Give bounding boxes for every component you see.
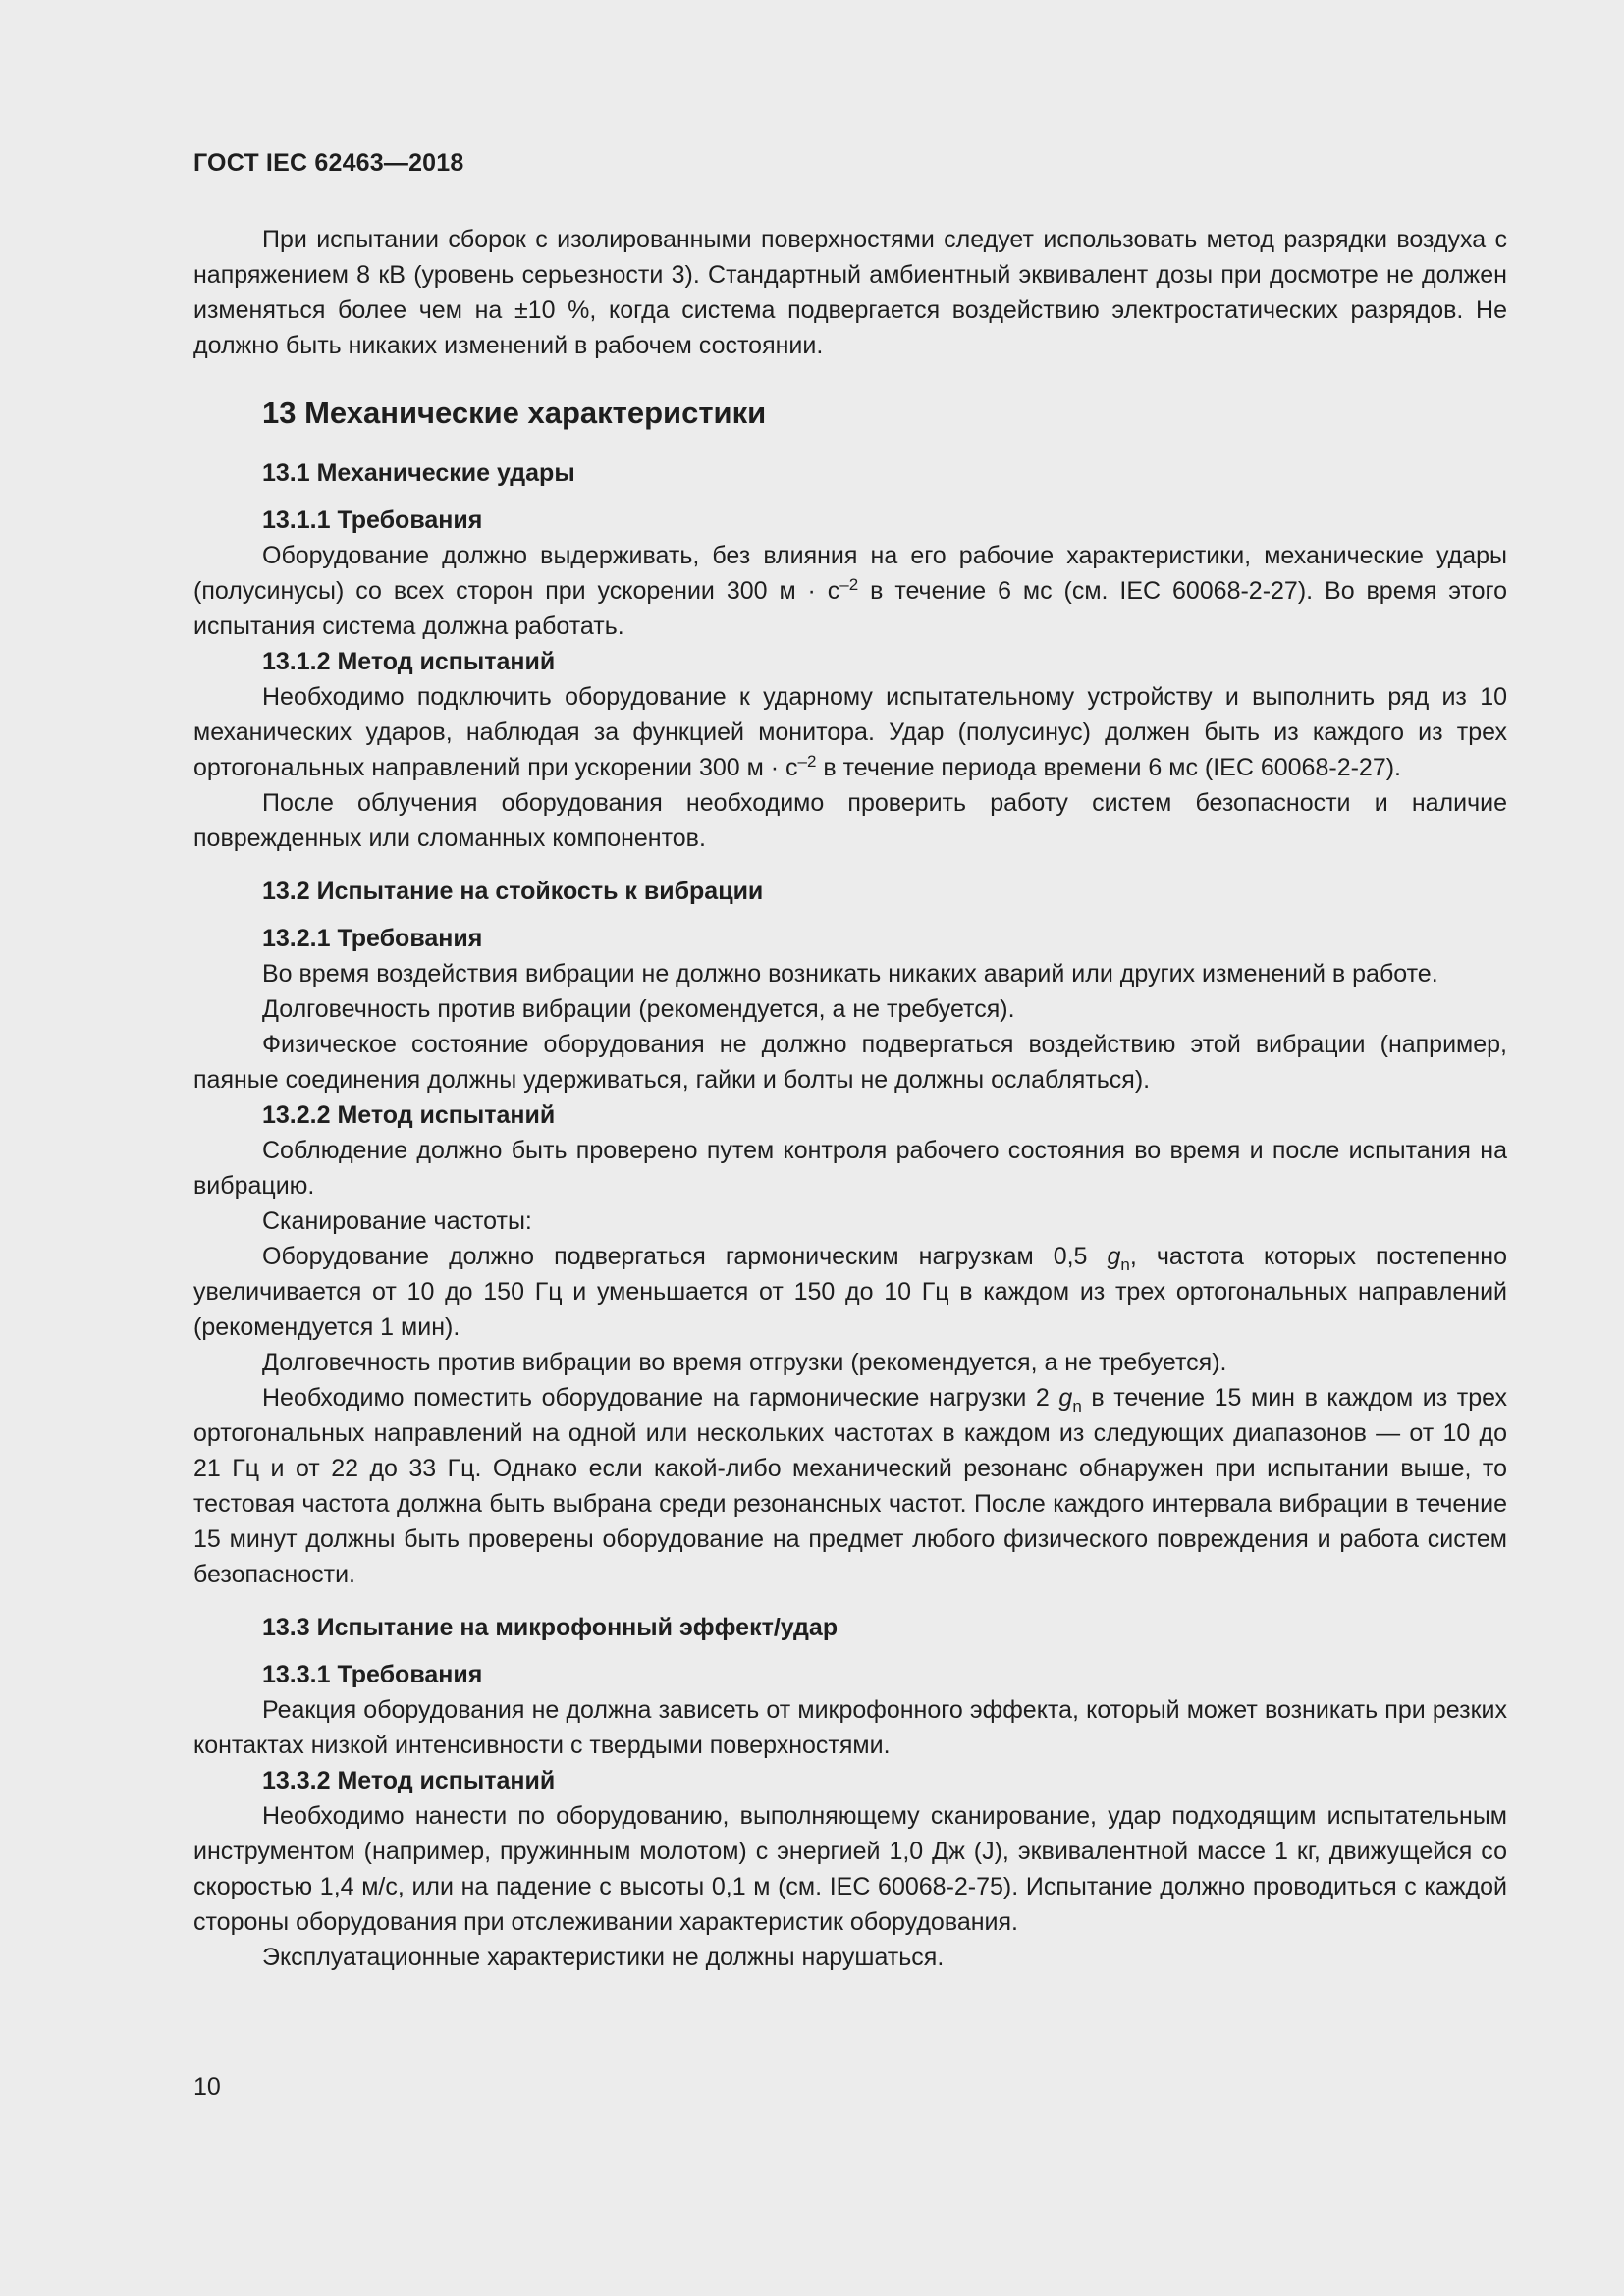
- text-span: в течение 15 мин в каждом из трех ортогональных направлений на одной или нескольких частотах в каждом из следующих диапазонов — от 10 до 21 Гц и от 22 до 33 Гц. Однако если какой-либо механический резонанс обнаружен при испытании выше, то тестовая частота должна быть выбрана среди резонансных частот. После каждого интервала вибрации в течение 15 минут должны быть проверены оборудование на предмет любого физического повреждения и работа систем безопасности.: [193, 1384, 1508, 1588]
- document-header: ГОСТ IEC 62463—2018: [193, 149, 464, 177]
- section-13-2-title: 13.2 Испытание на стойкость к вибрации: [262, 878, 764, 905]
- paragraph-13-2-2-b: Сканирование частоты:: [262, 1207, 532, 1235]
- paragraph-13-1-2-b: После облучения оборудования необходимо проверить работу систем безопасности и наличие поврежденных или сломанных компонентов.: [193, 789, 1507, 852]
- document-body: [193, 222, 1507, 1975]
- paragraph-13-2-2-c: [193, 1239, 1507, 1345]
- paragraph-13-2-2-e: [193, 1380, 1507, 1592]
- g-symbol: g: [1107, 1243, 1121, 1270]
- section-13-2-2-title: 13.2.2 Метод испытаний: [262, 1101, 556, 1129]
- paragraph-13-2-1-c: Физическое состояние оборудования не должно подвергаться воздействию этой вибрации (например, паяные соединения должны удерживаться, гайки и болты не должны ослабляться).: [193, 1031, 1507, 1094]
- text-span: Оборудование должно подвергаться гармоническим нагрузкам 0,5: [262, 1243, 1108, 1270]
- n-subscript: n: [1120, 1255, 1130, 1274]
- section-13-1-title: 13.1 Механические удары: [262, 459, 575, 487]
- exponent: –2: [797, 752, 817, 771]
- text-span: Оборудование должно выдерживать, без влияния на его рабочие характеристики, механические удары (полусинусы) со всех сторон при ускорении 300 м · с: [193, 542, 1507, 605]
- text-span: в течение периода времени 6 мс (IEC 60068-2-27).: [816, 754, 1401, 781]
- paragraph-13-2-2-a: Соблюдение должно быть проверено путем контроля рабочего состояния во время и после испытания на вибрацию.: [193, 1137, 1507, 1200]
- paragraph-13-2-1-b: Долговечность против вибрации (рекомендуется, а не требуется).: [262, 995, 1015, 1023]
- paragraph-13-1-1: [193, 538, 1507, 644]
- section-13-1-2-title: 13.1.2 Метод испытаний: [262, 648, 556, 675]
- exponent: –2: [839, 575, 859, 594]
- text-span: Необходимо подключить оборудование к ударному испытательному устройству и выполнить ряд из 10 механических ударов, наблюдая за функцией монитора. Удар (полусинус) должен быть из каждого из трех ортогональных направлений при ускорении 300 м · с: [193, 683, 1507, 781]
- section-13-3-2-title: 13.3.2 Метод испытаний: [262, 1767, 556, 1794]
- intro-paragraph: При испытании сборок с изолированными поверхностями следует использовать метод разрядки воздуха с напряжением 8 кВ (уровень серьезности 3). Стандартный амбиентный эквивалент дозы при досмотре не должен изменяться более чем на ±10 %, когда система подвергается воздействию электростатических разрядов. Не должно быть никаких изменений в рабочем состоянии.: [193, 226, 1507, 359]
- paragraph-13-3-2-b: Эксплуатационные характеристики не должны нарушаться.: [262, 1944, 945, 1971]
- paragraph-13-2-2-d: Долговечность против вибрации во время отгрузки (рекомендуется, а не требуется).: [262, 1349, 1227, 1376]
- text-span: , частота которых постепенно увеличивается от 10 до 150 Гц и уменьшается от 150 до 10 Гц в каждом из трех ортогональных направлений (рекомендуется 1 мин).: [193, 1243, 1507, 1341]
- paragraph-13-1-2-a: [193, 679, 1507, 785]
- g-symbol: g: [1058, 1384, 1073, 1412]
- paragraph-13-3-2-a: Необходимо нанести по оборудованию, выполняющему сканирование, удар подходящим испытательным инструментом (например, пружинным молотом) с энергией 1,0 Дж (J), эквивалентной массе 1 кг, движущейся со скоростью 1,4 м/с, или на падение с высоты 0,1 м (см. IEC 60068-2-75). Испытание должно проводиться с каждой стороны оборудования при отслеживании характеристик оборудования.: [193, 1802, 1507, 1936]
- n-subscript: n: [1072, 1397, 1082, 1415]
- section-13-3-1-title: 13.3.1 Требования: [262, 1661, 483, 1688]
- paragraph-13-2-1-a: Во время воздействия вибрации не должно возникать никаких аварий или других изменений в работе.: [262, 960, 1438, 988]
- section-13-3-title: 13.3 Испытание на микрофонный эффект/удар: [262, 1614, 839, 1641]
- page-number: 10: [193, 2073, 221, 2101]
- section-13-title: 13 Механические характеристики: [262, 396, 767, 430]
- paragraph-13-3-1: Реакция оборудования не должна зависеть от микрофонного эффекта, который может возникать при резких контактах низкой интенсивности с твердыми поверхностями.: [193, 1696, 1507, 1759]
- section-13-1-1-title: 13.1.1 Требования: [262, 507, 483, 534]
- text-span: Необходимо поместить оборудование на гармонические нагрузки 2: [262, 1384, 1059, 1412]
- section-13-2-1-title: 13.2.1 Требования: [262, 925, 483, 952]
- text-span: в течение 6 мс (см. IEC 60068-2-27). Во время этого испытания система должна работать.: [193, 577, 1507, 640]
